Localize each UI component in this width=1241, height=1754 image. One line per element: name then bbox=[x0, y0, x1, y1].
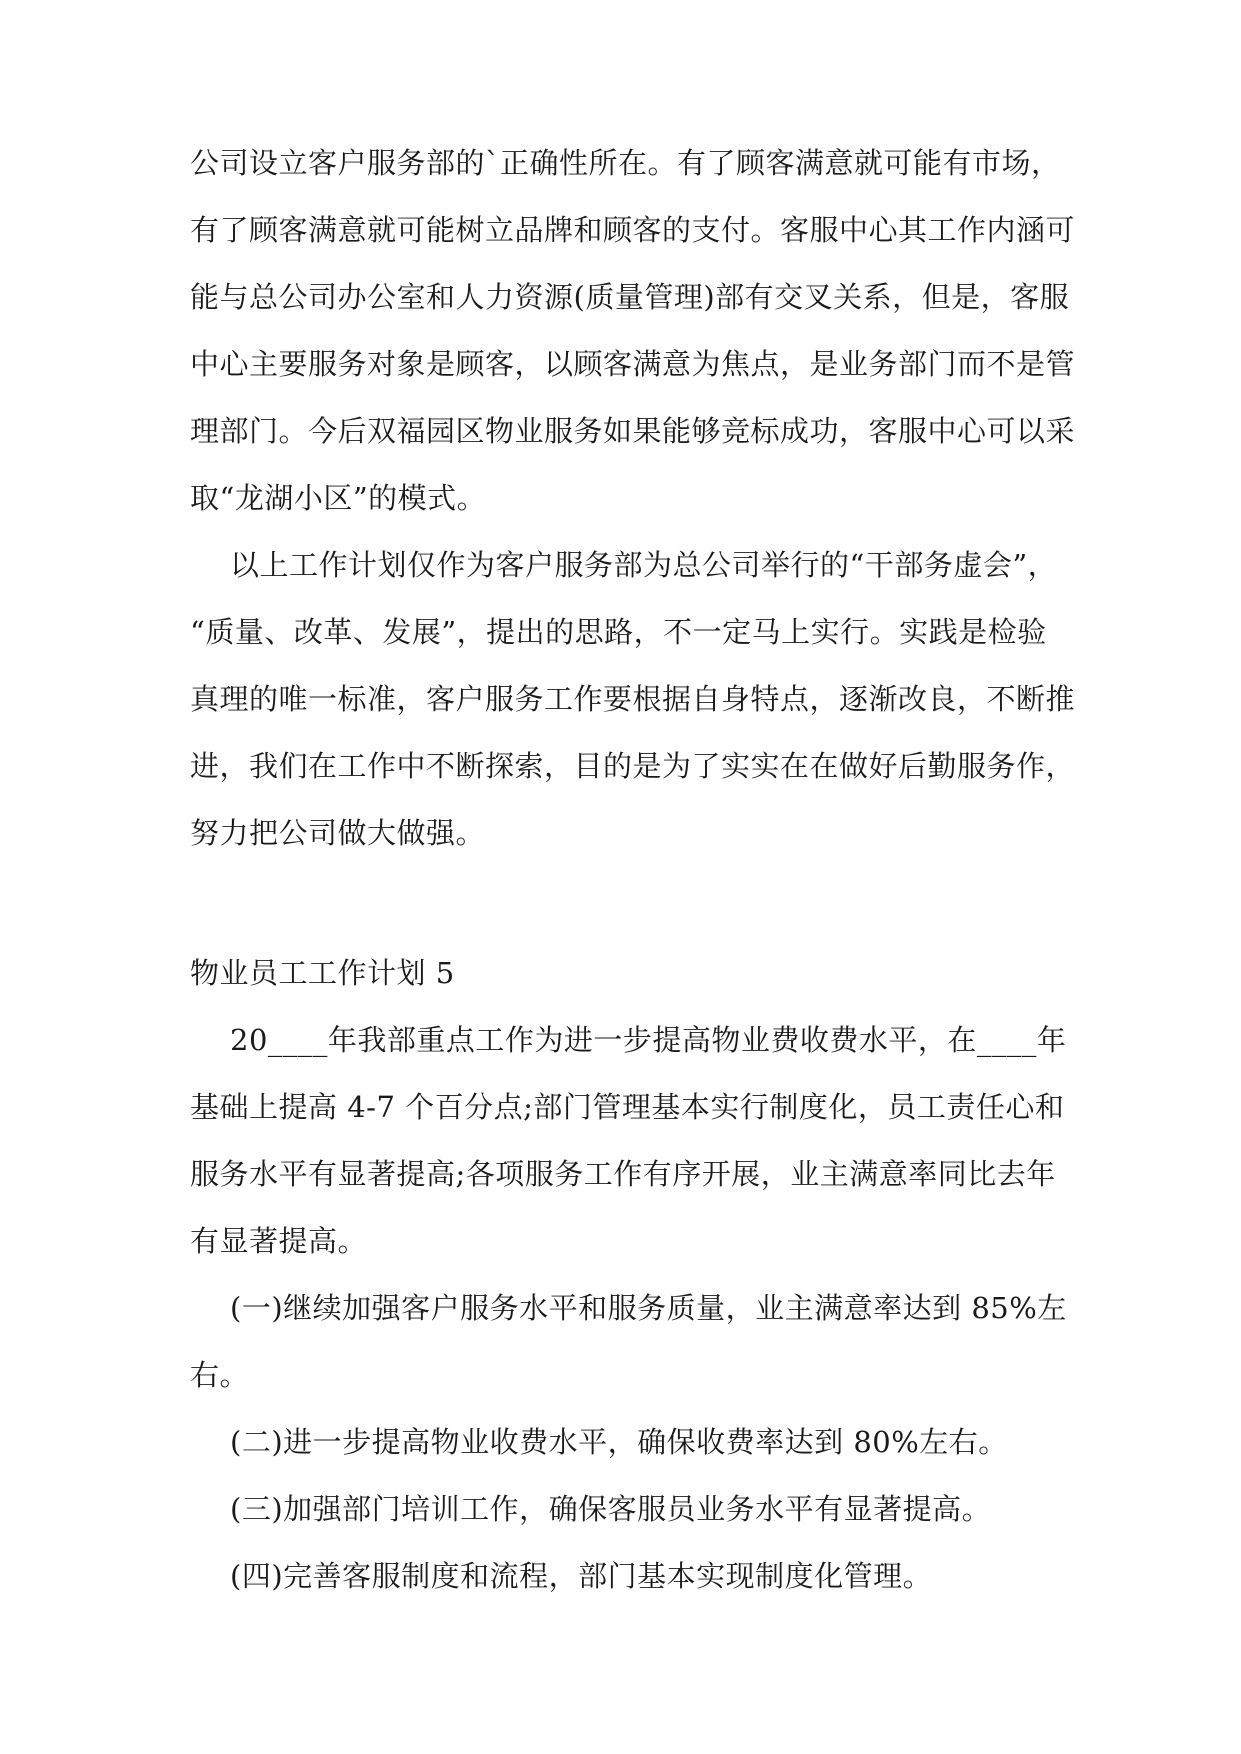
text-line: 公司设立客户服务部的`正确性所在。有了顾客满意就可能有市场， bbox=[190, 146, 1061, 180]
text-line: 基础上提高 4-7 个百分点;部门管理基本实行制度化，员工责任心和 bbox=[190, 1090, 1065, 1124]
text-line: 取“龙湖小区”的模式。 bbox=[190, 481, 487, 515]
text-line: 中心主要服务对象是顾客，以顾客满意为焦点，是业务部门而不是管 bbox=[190, 347, 1076, 381]
section-heading: 物业员工工作计划 5 bbox=[190, 956, 455, 990]
text-line: 服务水平有显著提高;各项服务工作有序开展，业主满意率同比去年 bbox=[190, 1157, 1056, 1191]
text-line: 右。 bbox=[190, 1358, 250, 1392]
list-item: (一)继续加强客户服务水平和服务质量，业主满意率达到 85%左 bbox=[230, 1291, 1067, 1325]
text-line: 有了顾客满意就可能树立品牌和顾客的支付。客服中心其工作内涵可 bbox=[190, 213, 1076, 247]
paragraph-first-line: 20____年我部重点工作为进一步提高物业费收费水平，在____年 bbox=[230, 1023, 1067, 1057]
text-line: 真理的唯一标准，客户服务工作要根据自身特点，逐渐改良，不断推 bbox=[190, 682, 1076, 716]
list-item: (二)进一步提高物业收费水平，确保收费率达到 80%左右。 bbox=[230, 1425, 1008, 1459]
text-line: 能与总公司办公室和人力资源(质量管理)部有交叉关系，但是，客服 bbox=[190, 280, 1070, 314]
paragraph-first-line: 以上工作计划仅作为客户服务部为总公司举行的“干部务虚会”， bbox=[230, 548, 1058, 582]
text-line: 理部门。今后双福园区物业服务如果能够竞标成功，客服中心可以采 bbox=[190, 414, 1076, 448]
text-line: “质量、改革、发展”，提出的思路，不一定马上实行。实践是检验 bbox=[190, 615, 1047, 649]
text-line: 进，我们在工作中不断探索，目的是为了实实在在做好后勤服务作， bbox=[190, 749, 1076, 783]
text-line: 有显著提高。 bbox=[190, 1224, 368, 1258]
text-line: 努力把公司做大做强。 bbox=[190, 816, 486, 850]
list-item: (三)加强部门培训工作，确保客服员业务水平有显著提高。 bbox=[230, 1492, 992, 1526]
list-item: (四)完善客服制度和流程，部门基本实现制度化管理。 bbox=[230, 1559, 933, 1593]
